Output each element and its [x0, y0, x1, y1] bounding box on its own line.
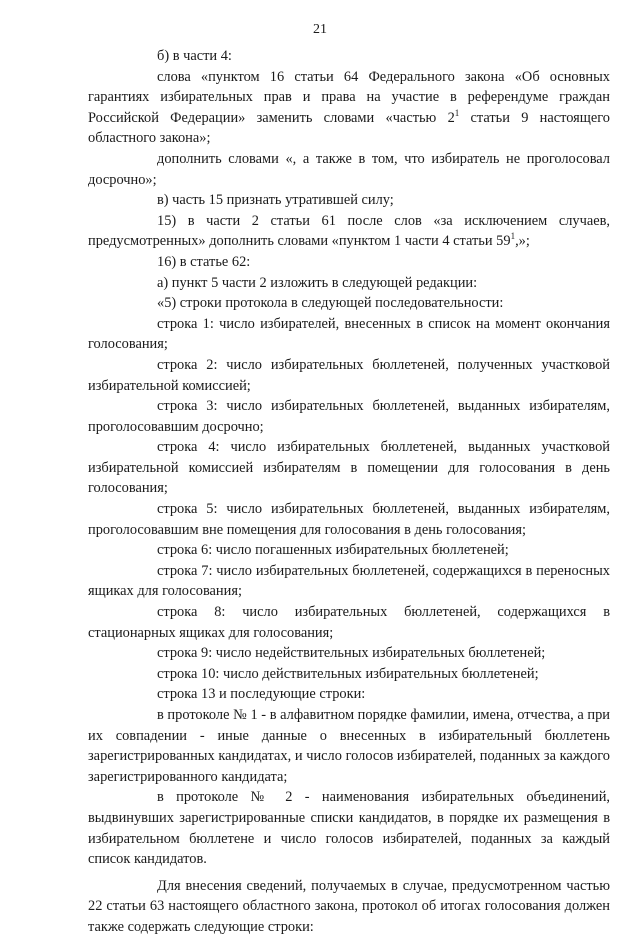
paragraph: [88, 252, 610, 273]
paragraph: [88, 211, 610, 252]
paragraph-text: в протоколе № 2 - наименования избирательных объединений, выдвинувших зарегистрированные списки кандидатов, в порядке их размещения в избирательном бюллетене и число голосов избирателей, поданных за каждый список кандидатов.: [88, 789, 610, 868]
paragraph: [88, 293, 610, 314]
paragraph-text: строка 13 и последующие строки:: [157, 686, 366, 703]
page-number: 21: [313, 22, 327, 37]
paragraph: [88, 67, 610, 149]
paragraph-text: «5) строки протокола в следующей последовательности:: [157, 295, 504, 312]
paragraph-text: а) пункт 5 части 2 изложить в следующей редакции:: [157, 274, 478, 291]
paragraph: [88, 396, 610, 437]
paragraph-text: строка 2: число избирательных бюллетеней, полученных участковой избирательной комиссией;: [88, 356, 610, 394]
superscript: 1: [510, 231, 516, 242]
paragraph-text: дополнить словами «, а также в том, что избиратель не проголосовал досрочно»;: [88, 150, 610, 188]
paragraph: [88, 355, 610, 396]
paragraph: [88, 273, 610, 294]
paragraph: [88, 602, 610, 643]
paragraph: [88, 643, 610, 664]
paragraph-text: строка 10: число действительных избирательных бюллетеней;: [157, 665, 539, 682]
paragraph-text: 15) в части 2 статьи 61 после слов «за исключением случаев, предусмотренных» дополнить словами «пунктом 1 части 4 статьи 59: [88, 212, 610, 250]
paragraph: [88, 190, 610, 211]
paragraph-text: строка 6: число погашенных избирательных бюллетеней;: [157, 542, 509, 559]
paragraph-text: Для внесения сведений, получаемых в случае, предусмотренном частью 22 статьи 63 настоящего областного закона, протокол об итогах голосования должен также содержать следующие строки:: [88, 877, 610, 935]
paragraph-text: строка 9: число недействительных избирательных бюллетеней;: [157, 645, 546, 662]
paragraph: [88, 787, 610, 869]
paragraph-text: в протоколе № 1 - в алфавитном порядке фамилии, имена, отчества, а при их совпадении - иные данные о внесенных в избирательный бюллетень зарегистрированных кандидатах, и число голосов избирателей, поданных за каждого зарегистрированного кандидата;: [88, 707, 610, 785]
document-body: [88, 46, 610, 938]
paragraph: [88, 149, 610, 190]
paragraph-text: в) часть 15 признать утратившей силу;: [157, 192, 394, 209]
paragraph: [88, 46, 610, 67]
paragraph: [88, 876, 610, 938]
paragraph-text: строка 1: число избирателей, внесенных в список на момент окончания голосования;: [88, 315, 610, 353]
paragraph-text: строка 5: число избирательных бюллетеней, выданных избирателям, проголосовавшим вне помещения для голосования в день голосования;: [88, 501, 610, 538]
paragraph: [88, 684, 610, 705]
paragraph: [88, 540, 610, 561]
paragraph: [88, 499, 610, 540]
paragraph: [88, 705, 610, 787]
paragraph-text: слова «пунктом 16 статьи 64 Федерального закона «Об основных гарантиях избирательных прав и права на участие в референдуме граждан Российской Федерации» заменить словами «частью 2: [88, 68, 610, 126]
paragraph: [88, 561, 610, 602]
paragraph-text: ,»;: [515, 233, 530, 250]
paragraph-text: строка 7: число избирательных бюллетеней, содержащихся в переносных ящиках для голосования;: [88, 562, 610, 600]
paragraph: [88, 314, 610, 355]
superscript: 1: [454, 107, 460, 118]
paragraph-text: б) в части 4:: [157, 48, 232, 64]
paragraph-text: строка 3: число избирательных бюллетеней, выданных избирателям, проголосовавшим досрочно;: [88, 398, 610, 435]
paragraph-text: строка 4: число избирательных бюллетеней, выданных участковой избирательной комиссией избирателям в помещении для голосования в день голосования;: [88, 439, 610, 497]
paragraph-text: строка 8: число избирательных бюллетеней, содержащихся в стационарных ящиках для голосования;: [88, 604, 610, 641]
paragraph: [88, 664, 610, 685]
paragraph: [88, 437, 610, 499]
paragraph-text: статьи 9 настоящего областного закона»;: [88, 109, 610, 147]
paragraph-text: 16) в статье 62:: [157, 253, 251, 270]
